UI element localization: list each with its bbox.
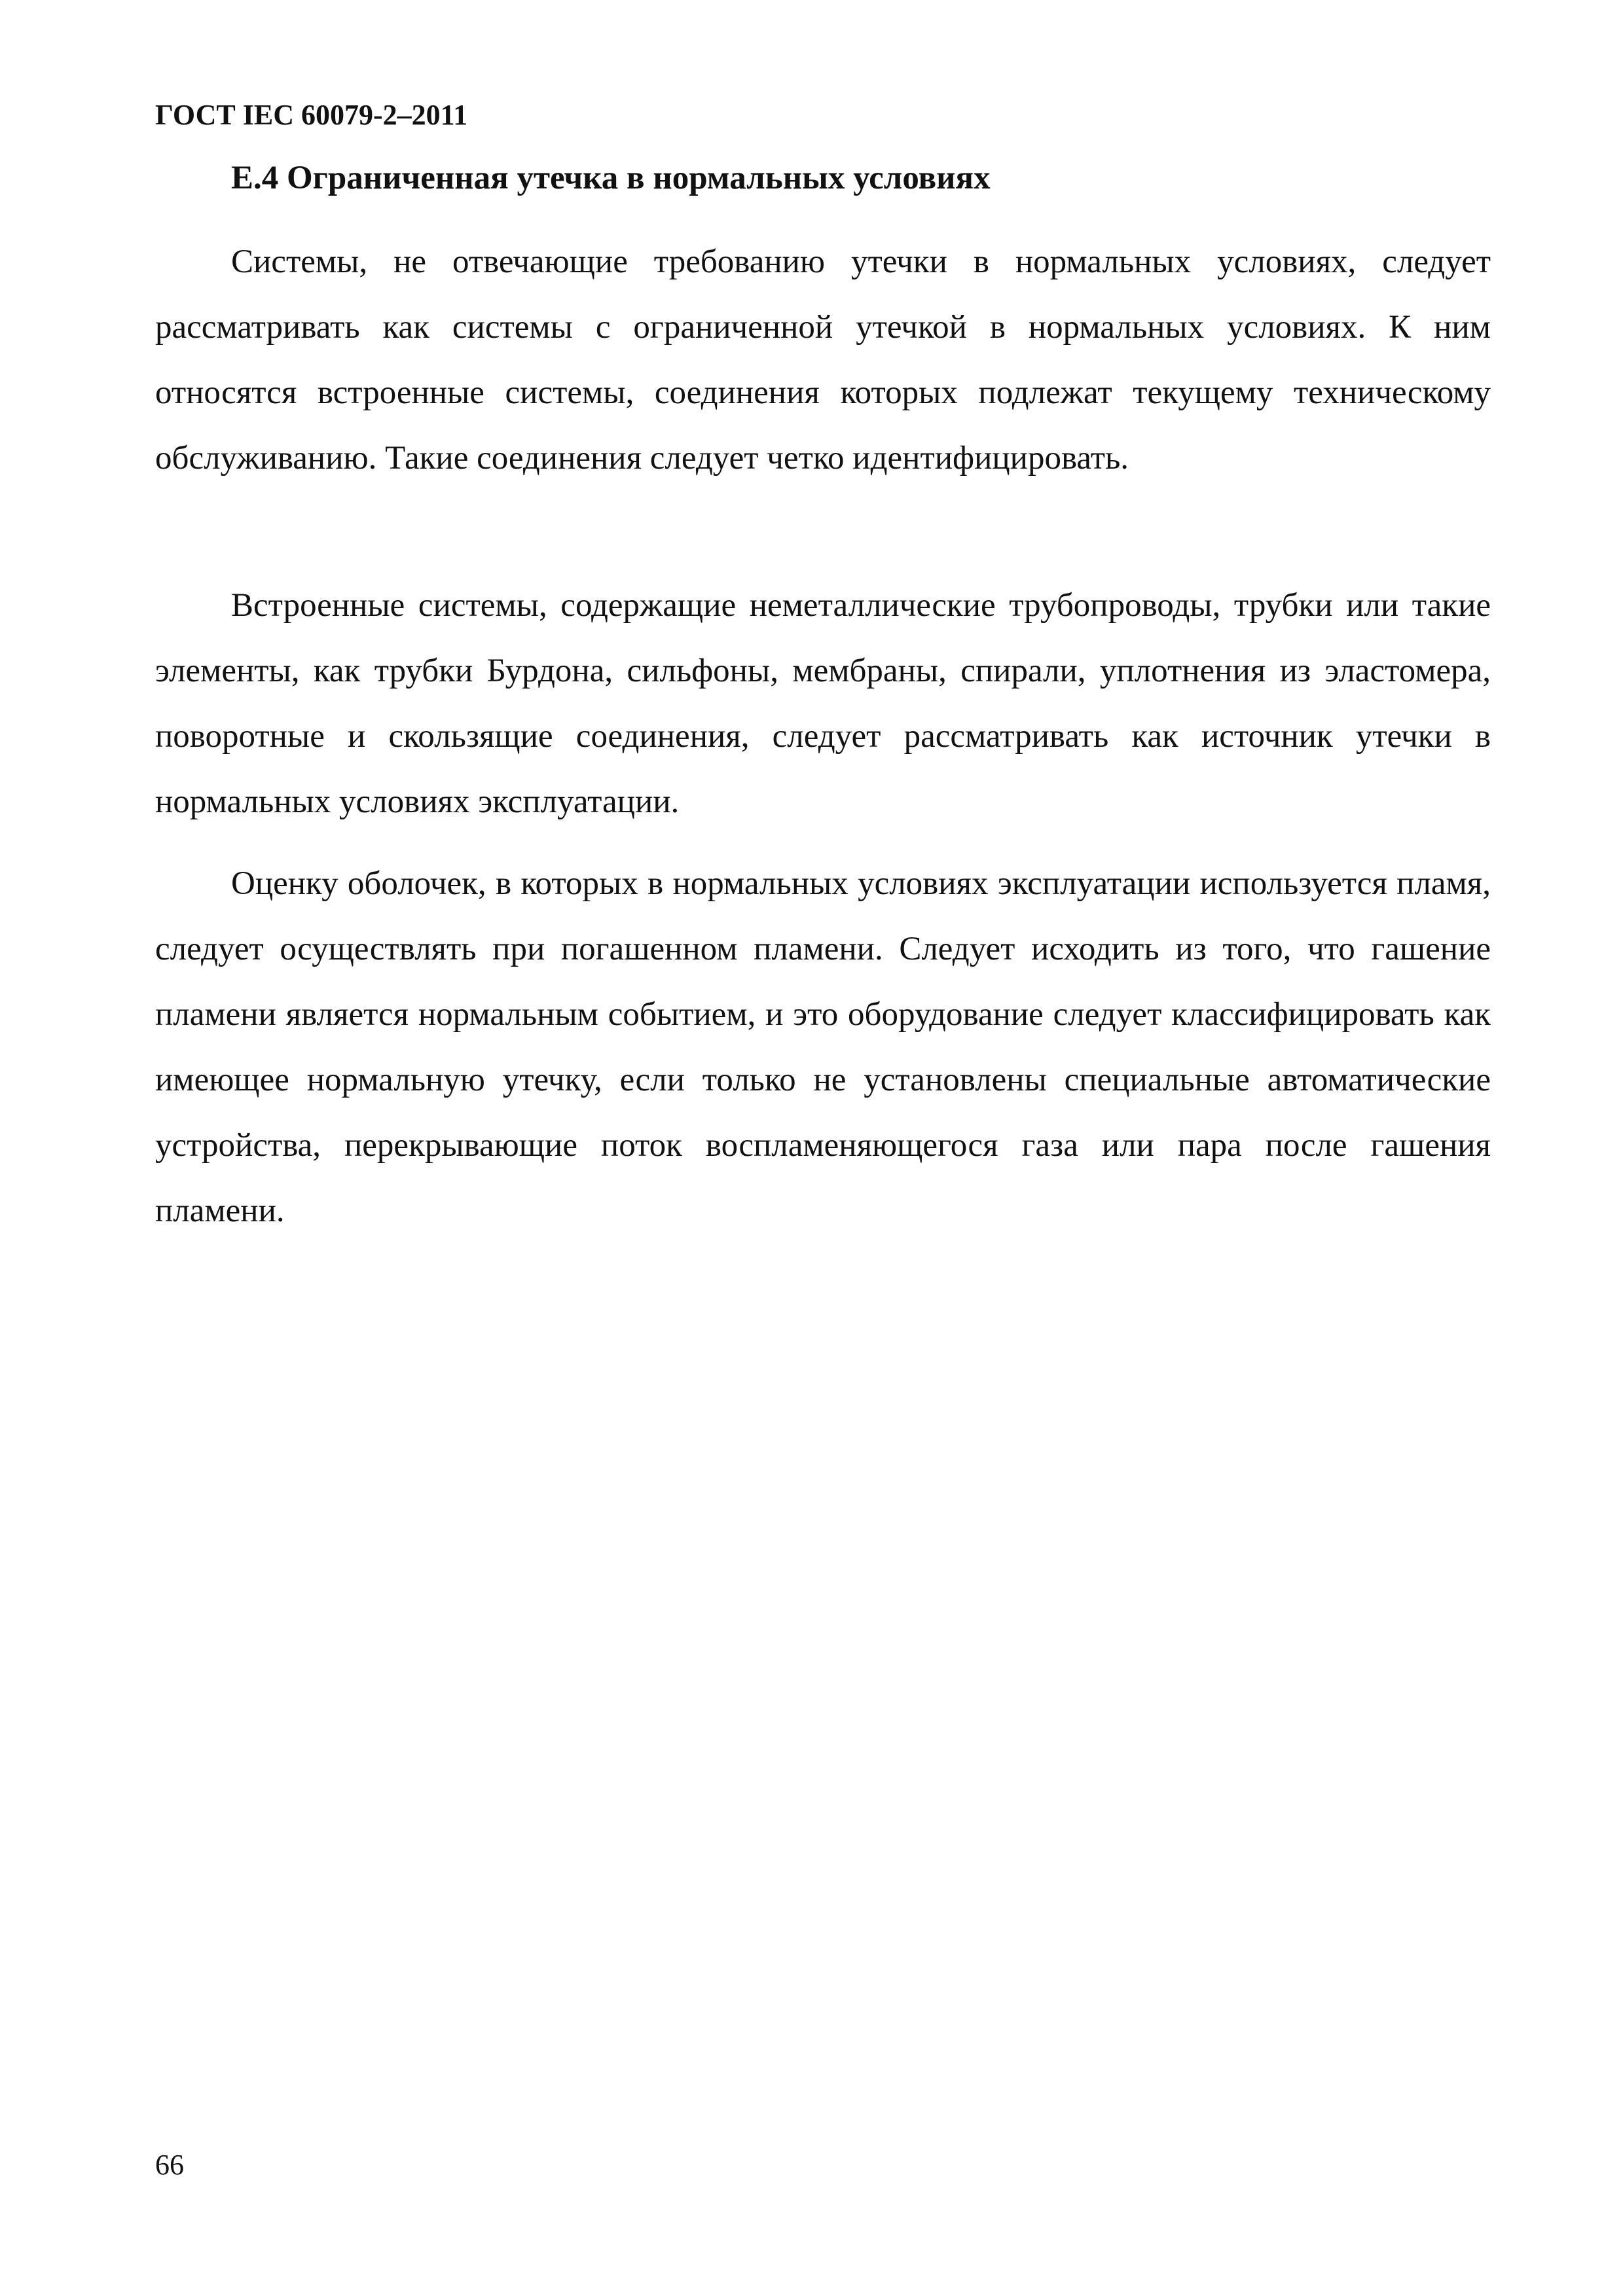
body-paragraph: Системы, не отвечающие требованию утечки в нормальных условиях, следует рассматривать как системы с ограниченной утечкой в нормальных условиях. К ним относятся встроенные системы, соединения которых подлежат текущему техническому обслуживанию. Такие соединения следует четко идентифицировать. bbox=[155, 243, 1491, 476]
document-header: ГОСТ IEC 60079-2–2011 bbox=[155, 99, 468, 131]
body-paragraph: Встроенные системы, содержащие неметаллические трубопроводы, трубки или такие элементы, как трубки Бурдона, сильфоны, мембраны, спирали, уплотнения из эластомера, поворотные и скользящие соединения, следует рассматривать как источник утечки в нормальных условиях эксплуатации. bbox=[155, 587, 1491, 820]
page-number: 66 bbox=[155, 2149, 184, 2181]
section-title: Е.4 Ограниченная утечка в нормальных условиях bbox=[231, 160, 991, 196]
body-paragraph: Оценку оболочек, в которых в нормальных условиях эксплуатации используется пламя, следует осуществлять при погашенном пламени. Следует исходить из того, что гашение пламени является нормальным событием, и это оборудование следует классифицировать как имеющее нормальную утечку, если только не установлены специальные автоматические устройства, перекрывающие поток воспламеняющегося газа или пара после гашения пламени. bbox=[155, 865, 1491, 1229]
